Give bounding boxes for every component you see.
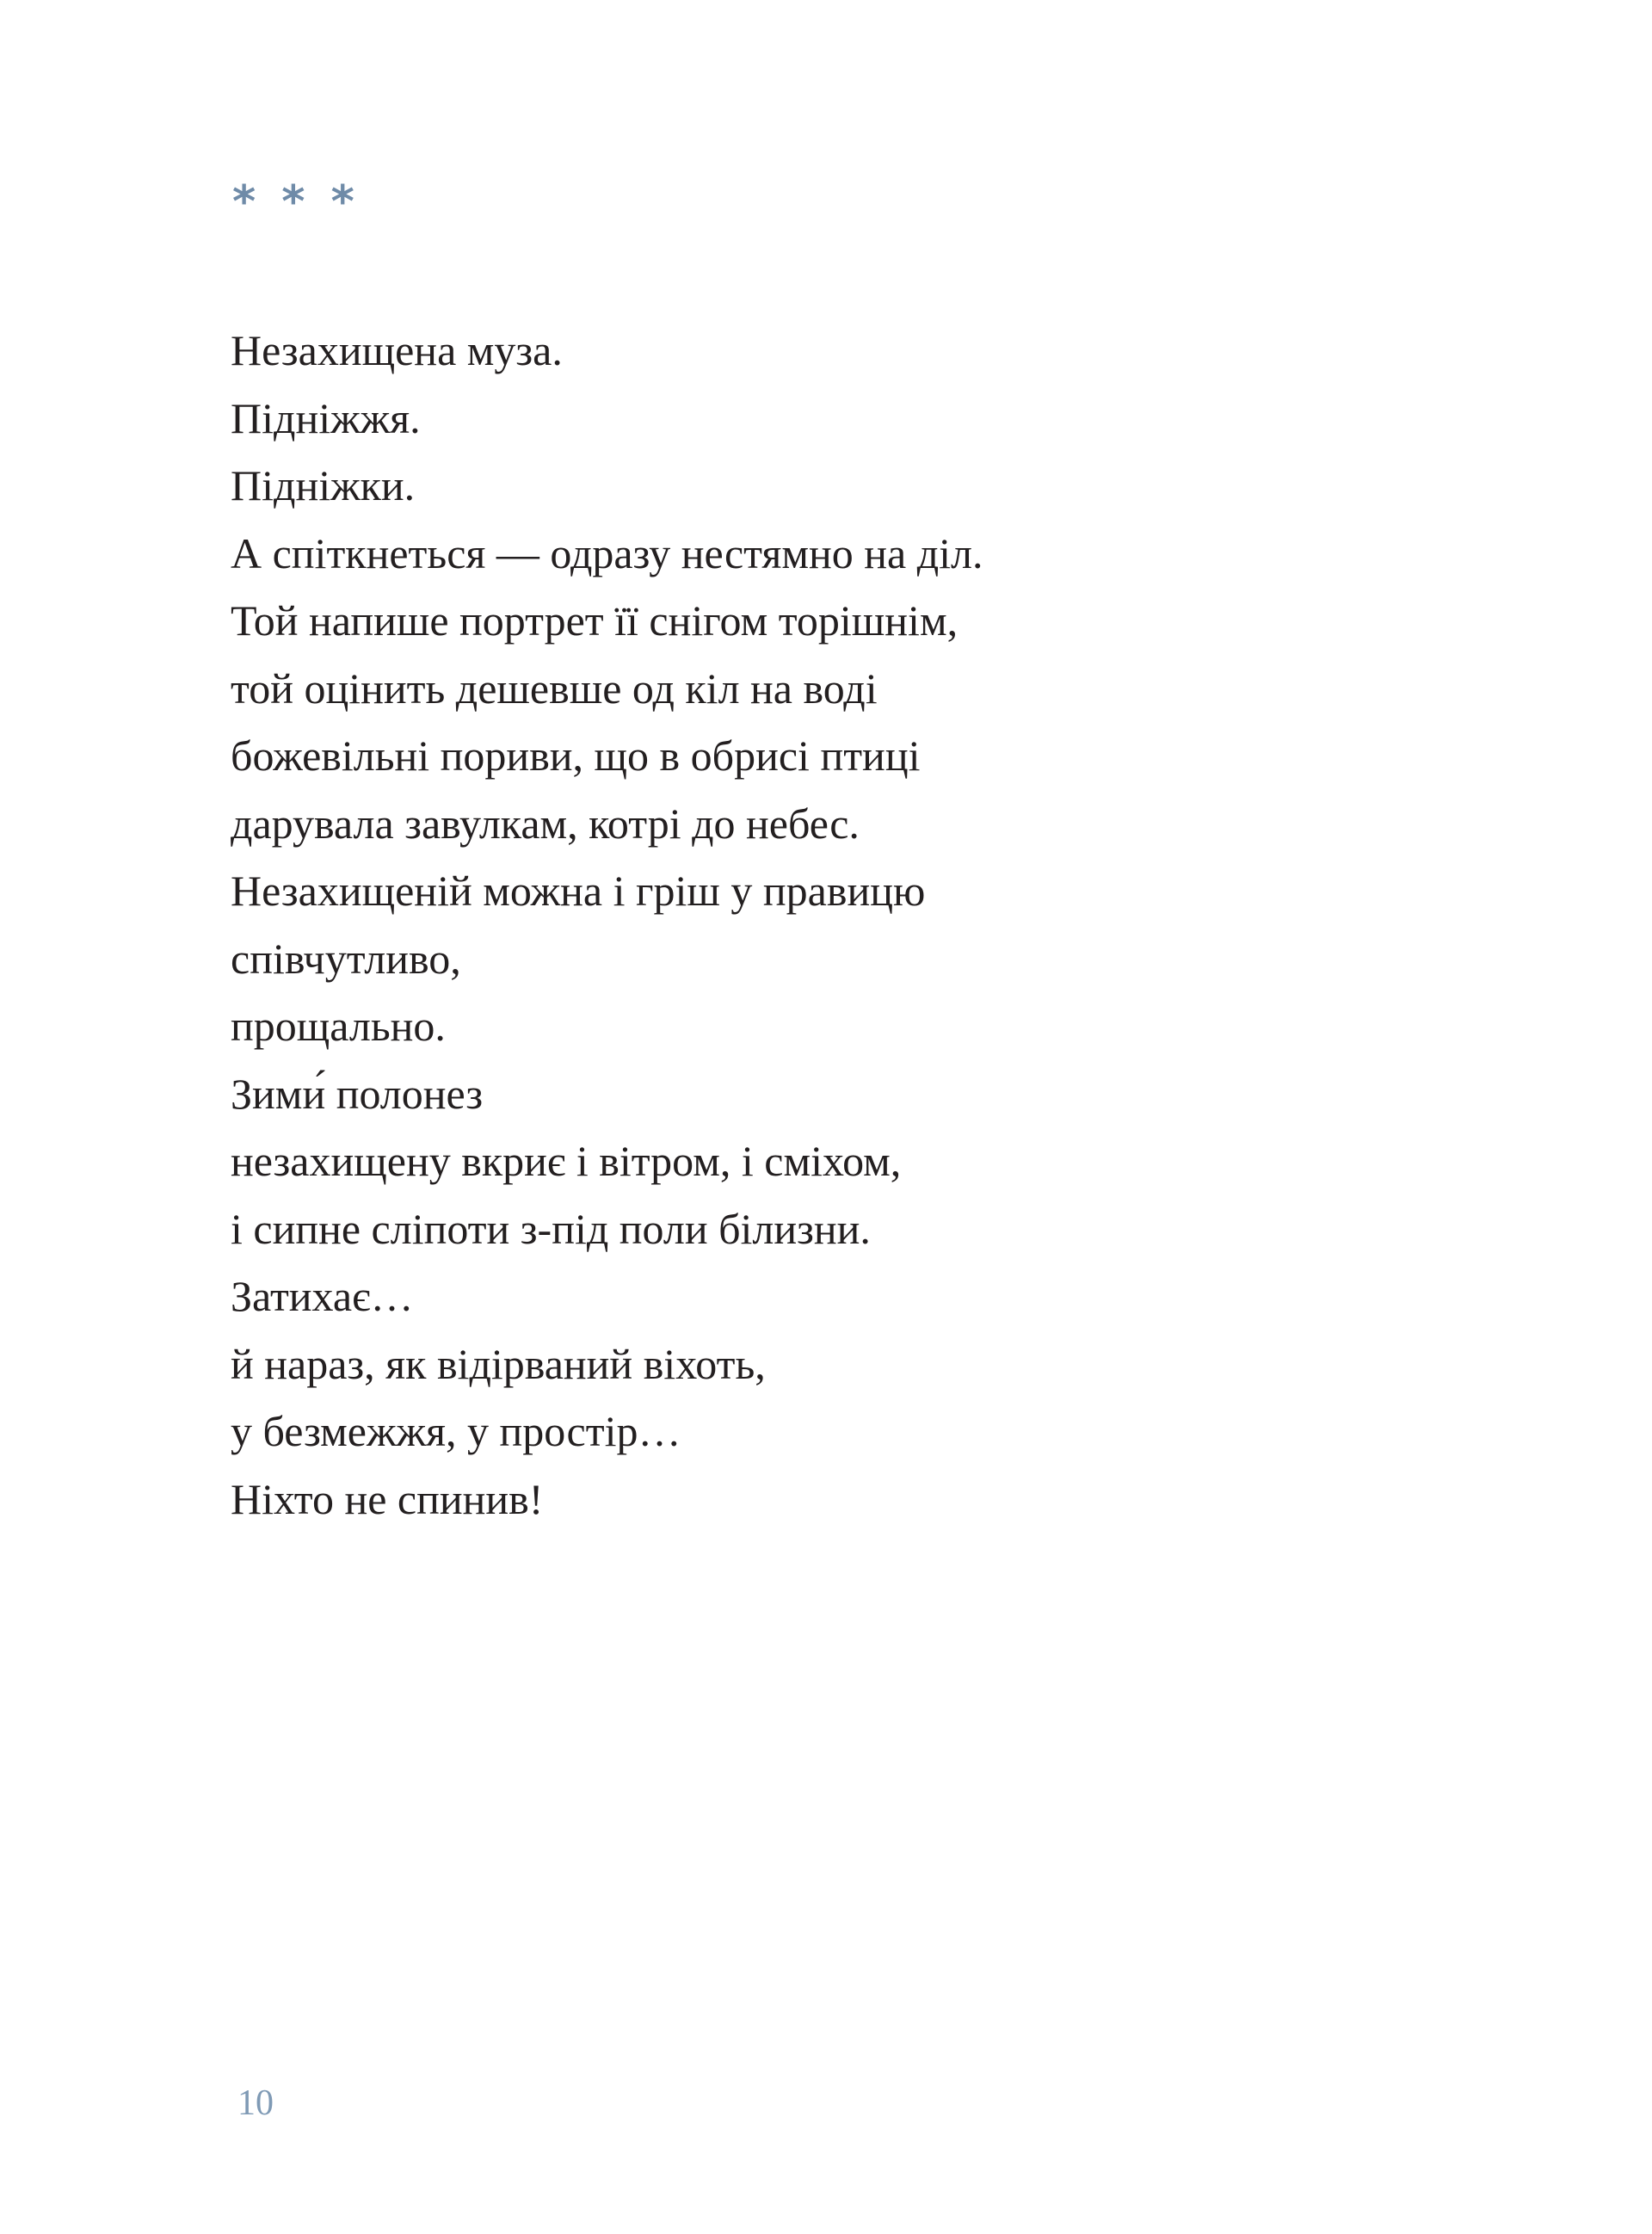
- poem-line: Затихає…: [231, 1272, 414, 1320]
- page-number: 10: [237, 2083, 274, 2123]
- poem-line: А спіткнеться — одразу нестямно на діл.: [231, 528, 983, 577]
- poem-line: Незахищеній можна і гріш у правицю: [231, 867, 926, 915]
- poem-line: Підніжжя.: [231, 393, 421, 442]
- poem-line: у безмежжя, у простір…: [231, 1407, 681, 1455]
- poem-line: незахищену вкриє і вітром, і сміхом,: [231, 1137, 902, 1185]
- poem-line: і сипне сліпоти з-під поли білизни.: [231, 1204, 871, 1253]
- poem-text: [231, 317, 983, 1533]
- poem-line: Підніжки.: [231, 461, 416, 509]
- poem-line: Зими́ полонез: [231, 1069, 484, 1118]
- poem-line: Той напише портрет її снігом торішнім,: [231, 596, 959, 645]
- poem-line: й нараз, як відірваний віхоть,: [231, 1339, 766, 1388]
- poem-line: дарувала завулкам, котрі до небес.: [231, 799, 860, 848]
- poem-line: Незахищена муза.: [231, 326, 563, 374]
- poem-line: прощально.: [231, 1002, 446, 1050]
- poem-line: той оцінить дешевше од кіл на воді: [231, 663, 878, 713]
- poem-line: божевільні пориви, що в обрисі птиці: [231, 731, 921, 780]
- poem-line: співчутливо,: [231, 934, 461, 983]
- poem-line: Ніхто не спинив!: [231, 1474, 544, 1523]
- section-break-asterisks: * * *: [232, 176, 360, 228]
